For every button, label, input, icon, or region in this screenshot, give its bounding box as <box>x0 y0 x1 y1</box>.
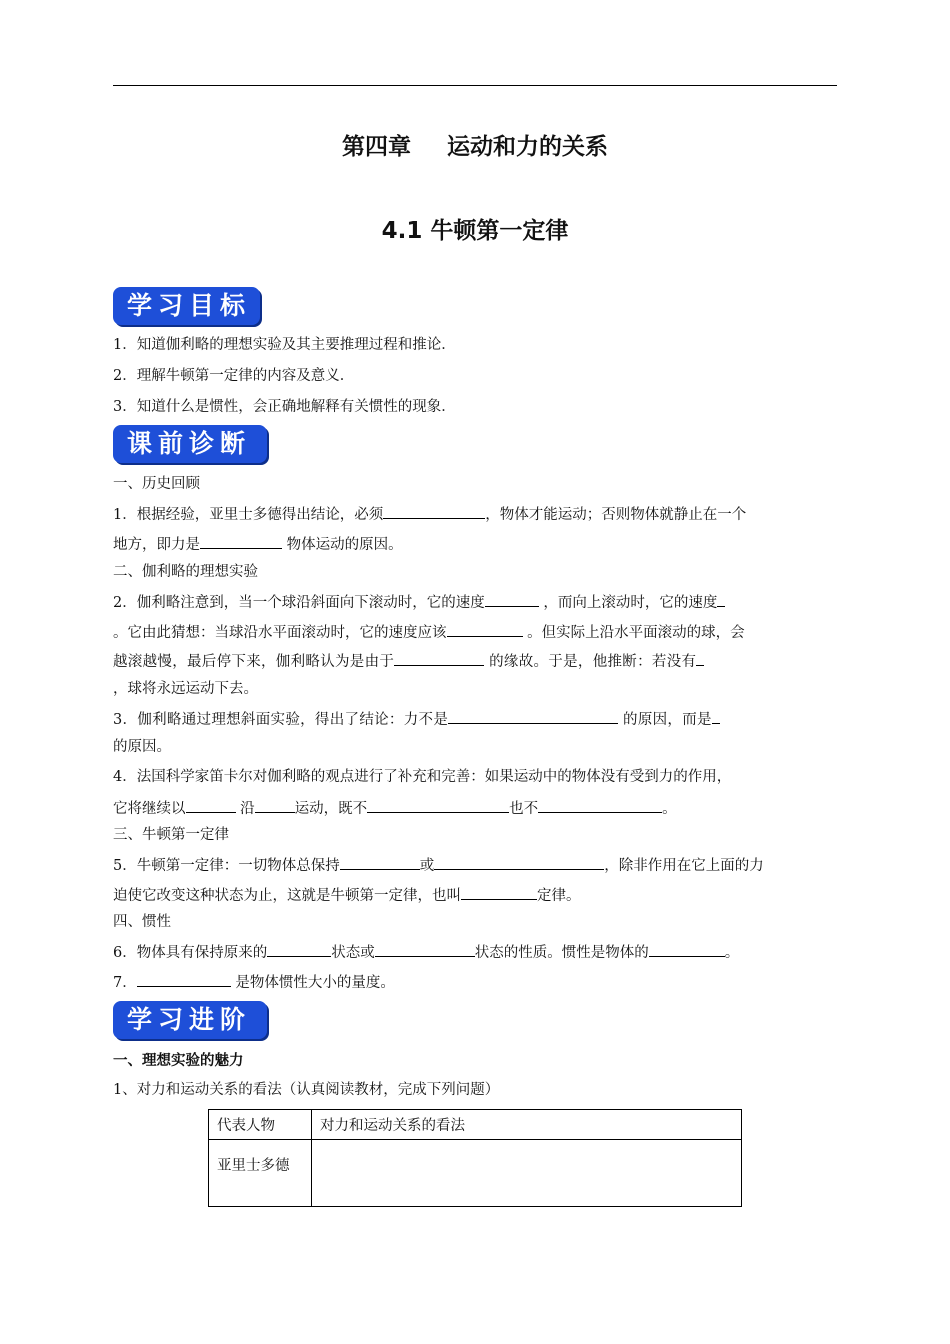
answer-blank[interactable] <box>485 591 539 607</box>
table-cell-answer[interactable] <box>312 1140 742 1207</box>
goals-badge: 学习目标 <box>113 287 260 325</box>
table-header-cell: 对力和运动关系的看法 <box>312 1110 742 1140</box>
table-cell: 亚里士多德 <box>209 1140 312 1207</box>
answer-blank[interactable] <box>186 797 236 813</box>
answer-blank[interactable] <box>649 941 725 957</box>
answer-blank[interactable] <box>434 854 604 870</box>
question-2-cont: 。它由此猜想：当球沿水平面滚动时，它的速度应该 。但实际上沿水平面滚动的球，会 <box>113 621 837 643</box>
question-5-cont: 迫使它改变这种状态为止，这就是牛顿第一定律，也叫 定律。 <box>113 884 837 906</box>
question-4: 4．法国科学家笛卡尔对伽利略的观点进行了补充和完善：如果运动中的物体没有受到力的作用， <box>113 769 732 785</box>
question-2-cont: 越滚越慢，最后停下来，伽利略认为是由于 的缘故。于是，他推断：若没有 <box>113 650 837 672</box>
question-3: 3．伽利略通过理想斜面实验，得出了结论：力不是 的原因，而是 <box>113 708 837 730</box>
pre-diagnosis-badge: 课前诊断 <box>113 425 267 463</box>
answer-blank[interactable] <box>696 650 704 666</box>
answer-blank[interactable] <box>367 797 509 813</box>
answer-blank[interactable] <box>448 708 618 724</box>
section-heading: 二、伽利略的理想实验 <box>113 564 258 580</box>
question-1-cont: 地方，即力是 物体运动的原因。 <box>113 533 837 555</box>
chapter-name: 运动和力的关系 <box>447 134 608 160</box>
answer-blank[interactable] <box>200 533 282 549</box>
answer-blank[interactable] <box>255 797 295 813</box>
goal-item: 1．知道伽利略的理想实验及其主要推理过程和推论． <box>113 337 456 353</box>
goal-item: 3．知道什么是惯性，会正确地解释有关惯性的现象． <box>113 399 456 415</box>
answer-blank[interactable] <box>461 884 537 900</box>
advance-badge: 学习进阶 <box>113 1001 267 1039</box>
answer-blank[interactable] <box>447 621 523 637</box>
section-heading: 四、惯性 <box>113 914 171 930</box>
answer-blank[interactable] <box>375 941 475 957</box>
answer-blank[interactable] <box>383 503 485 519</box>
question-7: 7． 是物体惯性大小的量度。 <box>113 971 837 993</box>
question-3-cont: 的原因。 <box>113 739 171 755</box>
table-row <box>209 1140 742 1207</box>
section-title: 4.1 牛顿第一定律 <box>381 218 569 244</box>
chapter-number: 第四章 <box>342 134 411 160</box>
header-rule <box>113 85 837 86</box>
answer-blank[interactable] <box>717 591 725 607</box>
answer-blank[interactable] <box>538 797 662 813</box>
question-6: 6．物体具有保持原来的 状态或 状态的性质。惯性是物体的 。 <box>113 941 837 963</box>
section-heading: 三、牛顿第一定律 <box>113 827 229 843</box>
question-4-cont: 它将继续以 沿 运动，既不 也不 。 <box>113 797 837 819</box>
views-table <box>208 1109 742 1207</box>
answer-blank[interactable] <box>267 941 331 957</box>
answer-blank[interactable] <box>394 650 484 666</box>
advance-question-1: 1、对力和运动关系的看法（认真阅读教材，完成下列问题） <box>113 1082 500 1098</box>
question-2-cont: ，球将永远运动下去。 <box>113 681 258 697</box>
question-2: 2．伽利略注意到，当一个球沿斜面向下滚动时，它的速度 ，而向上滚动时，它的速度 <box>113 591 837 613</box>
answer-blank[interactable] <box>137 971 231 987</box>
answer-blank[interactable] <box>340 854 420 870</box>
section-heading: 一、历史回顾 <box>113 476 200 492</box>
goal-item: 2．理解牛顿第一定律的内容及意义． <box>113 368 355 384</box>
answer-blank[interactable] <box>712 708 720 724</box>
table-header-cell: 代表人物 <box>209 1110 312 1140</box>
question-5: 5．牛顿第一定律：一切物体总保持 或 ，除非作用在它上面的力 <box>113 854 837 876</box>
subsection-heading: 一、理想实验的魅力 <box>113 1053 244 1069</box>
chapter-title <box>0 128 950 161</box>
table-header-row <box>209 1110 742 1140</box>
question-1: 1．根据经验，亚里士多德得出结论，必须 ，物体才能运动；否则物体就静止在一个 <box>113 503 837 525</box>
